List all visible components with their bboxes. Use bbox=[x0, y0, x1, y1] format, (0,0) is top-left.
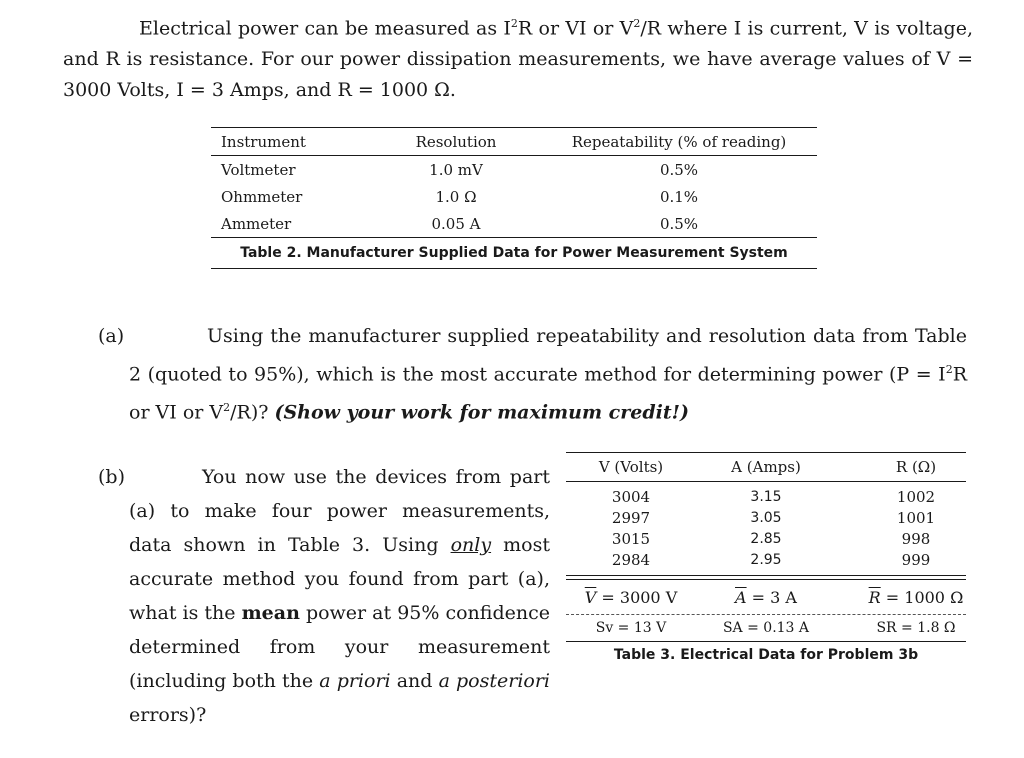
table-2-caption: Table 2. Manufacturer Supplied Data for Power Measurement System bbox=[240, 245, 788, 261]
table-cell: 1002 bbox=[896, 487, 936, 506]
superscript: 2 bbox=[633, 17, 641, 30]
question-text: most accurate method you found from part (a), what is the bbox=[129, 534, 550, 624]
header-cell: A (Amps) bbox=[731, 458, 801, 476]
std-dev-row bbox=[566, 615, 966, 641]
intro-text: /R where I is current, V is voltage, and R is resistance. For our power dissipation measurements, we have average values of V = 3000 Volts, I = 3 Amps, and R = 1000 Ω. bbox=[63, 17, 973, 102]
table-cell: 0.1% bbox=[659, 187, 699, 206]
question-text: Using the manufacturer supplied repeatability and resolution data from Table 2 (quoted to 95%), which is the most accurate method for determining power (P = I bbox=[129, 325, 967, 386]
header-cell: Repeatability (% of reading) bbox=[571, 132, 787, 151]
emphasis-text: only bbox=[450, 534, 492, 556]
emphasis-text: (Show your work for maximum credit!) bbox=[274, 401, 689, 424]
question-text: /R)? bbox=[230, 401, 275, 424]
question-text: You now use the devices from part (a) to make four power measurements, data shown in Table 3. Using bbox=[129, 466, 550, 556]
question-text: errors)? bbox=[129, 704, 207, 726]
emphasis-text: mean bbox=[241, 602, 300, 624]
table-row bbox=[566, 507, 966, 528]
intro-paragraph bbox=[63, 8, 973, 106]
table-cell: 0.05 A bbox=[431, 214, 481, 233]
std-dev-r: SR = 1.8 Ω bbox=[876, 620, 956, 636]
table-row bbox=[566, 528, 966, 549]
table-cell: 998 bbox=[901, 529, 931, 548]
header-cell: R (Ω) bbox=[895, 458, 937, 476]
table-cell: 3.05 bbox=[750, 509, 782, 526]
mean-a bbox=[696, 588, 836, 607]
mean-value: = 3000 V bbox=[596, 587, 678, 607]
table-cell: 2.85 bbox=[750, 530, 782, 547]
mean-symbol: $\overline{V}$ bbox=[584, 587, 597, 607]
superscript: 2 bbox=[510, 17, 518, 30]
table-cell: Ohmmeter bbox=[221, 187, 303, 206]
std-dev-v: Sv = 13 V bbox=[595, 620, 667, 636]
mean-symbol: $\overline{R}$ bbox=[868, 587, 881, 607]
table-row bbox=[211, 210, 817, 237]
table-header-row bbox=[211, 128, 817, 155]
question-text: and bbox=[390, 670, 439, 692]
question-text: power at 95% confidence determined from your measurement (including both the bbox=[129, 602, 550, 692]
table-3-caption: Table 3. Electrical Data for Problem 3b bbox=[613, 647, 919, 663]
table-cell: 2.95 bbox=[750, 551, 782, 568]
table-cell: 1001 bbox=[896, 508, 936, 527]
table-cell: 0.5% bbox=[659, 214, 699, 233]
mean-symbol: $\overline{A}$ bbox=[735, 587, 747, 607]
table-cell: 3015 bbox=[611, 529, 651, 548]
table-cell: 1.0 mV bbox=[429, 160, 483, 179]
table-row bbox=[566, 549, 966, 570]
table-cell: 3.15 bbox=[750, 488, 782, 505]
table-cell: Ammeter bbox=[221, 214, 292, 233]
question-text: R or VI or V bbox=[129, 363, 967, 424]
table-cell: 2997 bbox=[611, 508, 651, 527]
header-cell: V (Volts) bbox=[598, 458, 664, 476]
question-b-label: (b) bbox=[98, 466, 125, 488]
superscript: 2 bbox=[223, 401, 231, 415]
mean-value: = 1000 Ω bbox=[880, 587, 964, 607]
table-row bbox=[566, 486, 966, 507]
header-cell: Resolution bbox=[415, 132, 497, 151]
intro-text: R or VI or V bbox=[517, 17, 634, 40]
mean-value: = 3 A bbox=[746, 587, 797, 607]
table-cell: Voltmeter bbox=[221, 160, 296, 179]
intro-text: Electrical power can be measured as I bbox=[139, 17, 511, 40]
table-cell: 999 bbox=[901, 550, 931, 569]
question-a-label: (a) bbox=[98, 325, 125, 347]
table-row bbox=[211, 183, 817, 210]
table-2 bbox=[211, 127, 817, 269]
superscript: 2 bbox=[945, 363, 953, 376]
table-cell: 0.5% bbox=[659, 160, 699, 179]
table-cell: 3004 bbox=[611, 487, 651, 506]
question-a bbox=[129, 320, 967, 430]
table-cell: 1.0 Ω bbox=[435, 187, 477, 206]
emphasis-text: a posteriori bbox=[438, 670, 550, 692]
table-header-row bbox=[566, 453, 966, 481]
table-cell: 2984 bbox=[611, 550, 651, 569]
std-dev-a: SA = 0.13 A bbox=[722, 620, 810, 636]
mean-r bbox=[836, 588, 966, 607]
question-b bbox=[129, 460, 550, 732]
table-3 bbox=[566, 452, 966, 668]
mean-v bbox=[566, 588, 696, 607]
table-row bbox=[211, 156, 817, 183]
emphasis-text: a priori bbox=[319, 670, 391, 692]
header-cell: Instrument bbox=[221, 132, 306, 151]
mean-row bbox=[566, 580, 966, 614]
